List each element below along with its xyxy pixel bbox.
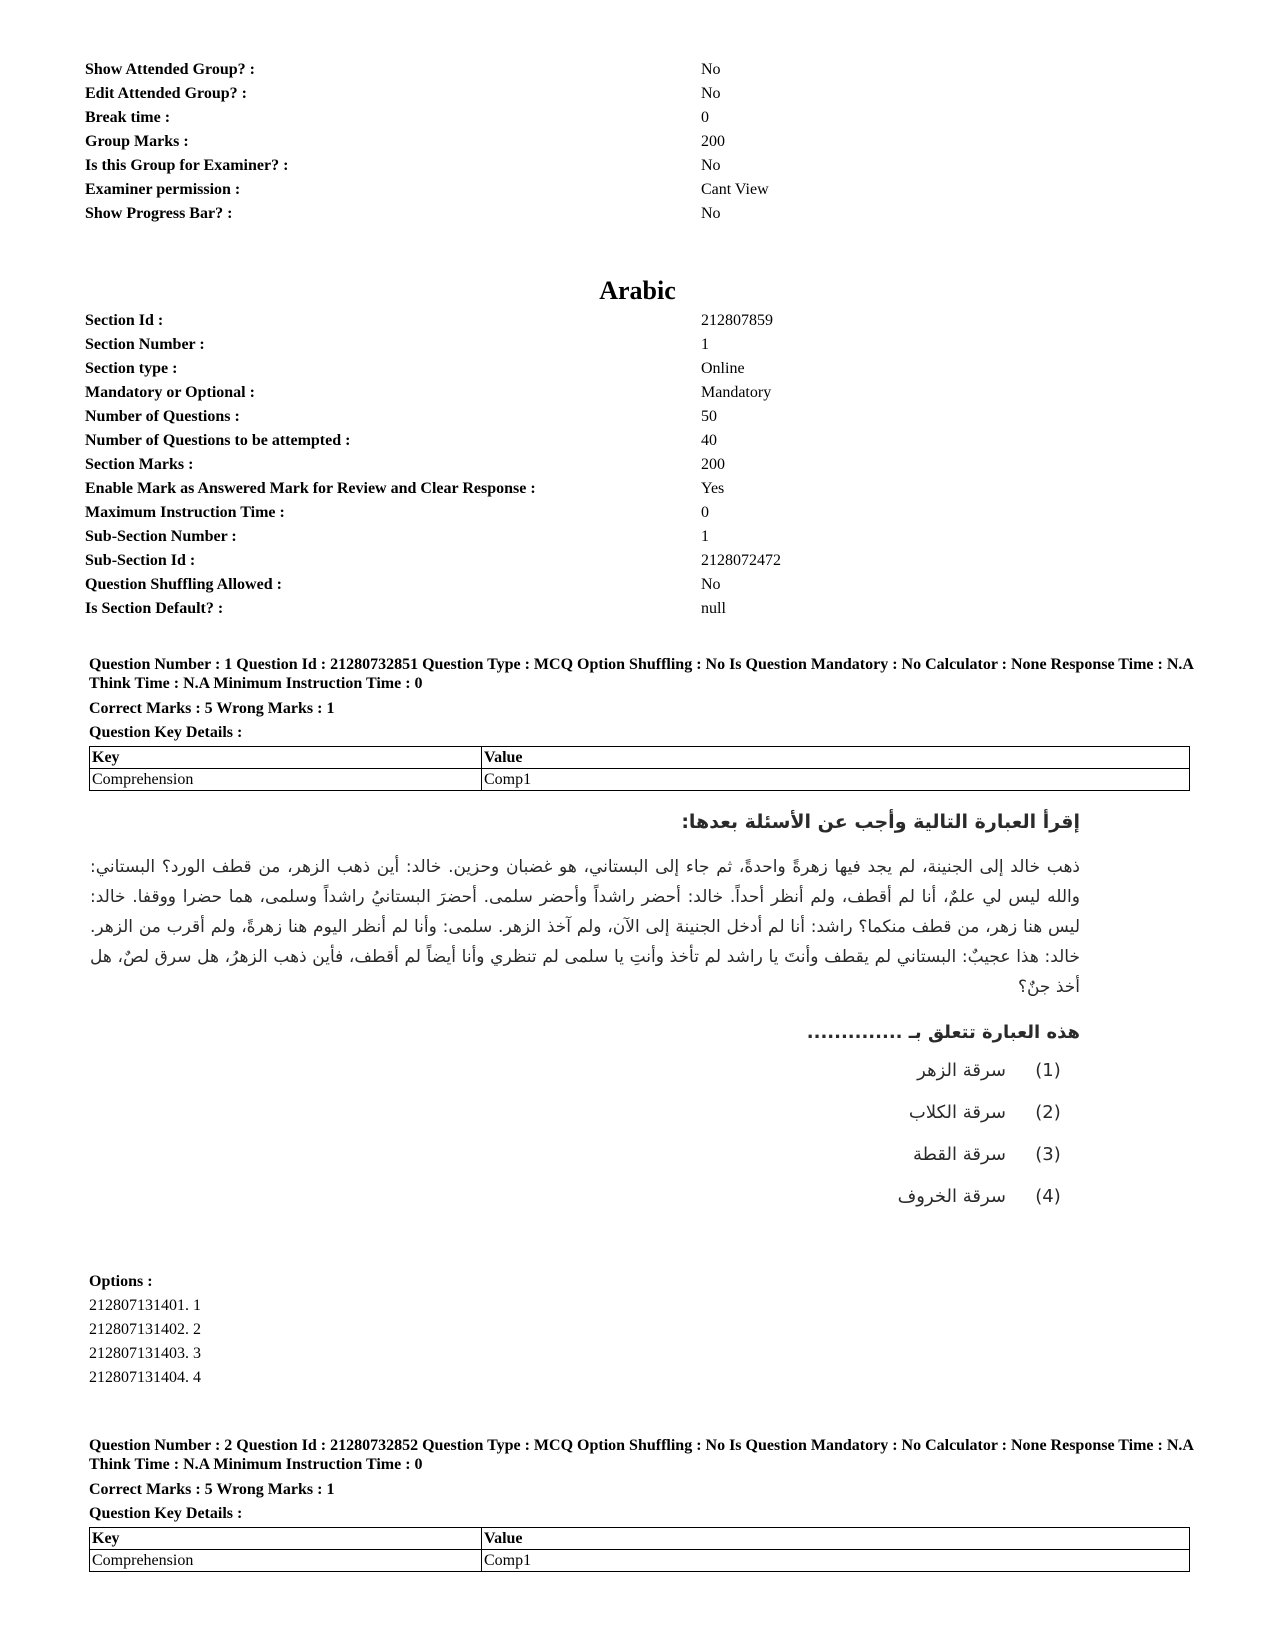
setting-label: Is this Group for Examiner? : (85, 157, 289, 174)
setting-label: Edit Attended Group? : (85, 85, 247, 102)
setting-value: 200 (701, 456, 725, 473)
setting-row (85, 178, 1190, 202)
arabic-option-text: سرقة الخروف (897, 1186, 1006, 1207)
arabic-option-number: (2) (1035, 1102, 1061, 1123)
setting-value: No (701, 576, 721, 593)
setting-value: No (701, 61, 721, 78)
arabic-option (90, 1092, 1080, 1134)
setting-label: Break time : (85, 109, 171, 126)
option-item: 212807131401. 1 (89, 1297, 201, 1314)
setting-row (85, 130, 1190, 154)
setting-label: Question Shuffling Allowed : (85, 576, 282, 593)
setting-row (85, 106, 1190, 130)
setting-value: No (701, 85, 721, 102)
setting-row (85, 202, 1190, 226)
setting-label: Is Section Default? : (85, 600, 224, 617)
setting-label: Section Number : (85, 336, 205, 353)
arabic-passage: ذهب خالد إلى الجنينة، لم يجد فيها زهرةً واحدةً، ثم جاء إلى البستاني، هو غضبان وحزين. خالد: أين ذهب الزهر، من قطف الورد؟ البستاني: والله ليس لي علمٌ، أنا لم أقطف، ولم أنظر أحداً. خالد: أحضر راشداً وأحضر سلمى. أحضرَ البستانيُ راشداً وسلمى، هما حضرا ووقفا. خالد: ليس هنا زهر، من قطف منكما؟ راشد: أنا لم أدخل الجنينة إلى الآن، ولم آخذ الزهر. سلمى: وأنا لم أنظر اليوم هنا زهرةً، ولم أقرب من الزهر. خالد: هذا عجيبٌ: البستاني لم يقطف وأنتَ يا راشد لم تأخذ وأنتِ يا سلمى لم تنظري وأنا أيضاً لم أقطف، فأين ذهب الزهرُ، هل سرق لصٌ، هل أخذ جنٌ؟ (90, 857, 1080, 997)
setting-row (85, 549, 1190, 573)
setting-label: Enable Mark as Answered Mark for Review and Clear Response : (85, 480, 536, 497)
option-item: 212807131403. 3 (89, 1345, 201, 1362)
setting-value: No (701, 157, 721, 174)
question-marks: Correct Marks : 5 Wrong Marks : 1 (89, 700, 335, 717)
setting-value: 1 (701, 336, 709, 353)
arabic-option-text: سرقة الكلاب (908, 1102, 1006, 1123)
setting-row (85, 82, 1190, 106)
arabic-option (90, 1134, 1080, 1176)
setting-row (85, 453, 1190, 477)
question-key-details-label: Question Key Details : (89, 1505, 243, 1522)
setting-value: Yes (701, 480, 725, 497)
table-cell-value: Comp1 (482, 769, 1190, 791)
table-header-value: Value (482, 747, 1190, 769)
table-header-key: Key (90, 1528, 482, 1550)
arabic-option-number: (1) (1035, 1060, 1061, 1081)
setting-label: Maximum Instruction Time : (85, 504, 285, 521)
group-settings (85, 58, 1190, 226)
setting-row (85, 58, 1190, 82)
setting-row (85, 573, 1190, 597)
arabic-question-image (90, 804, 1080, 1218)
table-cell-value: Comp1 (482, 1550, 1190, 1572)
table-cell-key: Comprehension (90, 769, 482, 791)
setting-value: 50 (701, 408, 717, 425)
question-block-1 (89, 655, 1194, 791)
table-header-row (90, 1528, 1190, 1550)
table-row (90, 1550, 1190, 1572)
setting-label: Mandatory or Optional : (85, 384, 255, 401)
setting-value: 0 (701, 109, 709, 126)
arabic-option-number: (4) (1035, 1186, 1061, 1207)
options-label: Options : (89, 1273, 153, 1290)
setting-value: Mandatory (701, 384, 772, 401)
question-key-table (89, 746, 1190, 791)
setting-row (85, 429, 1190, 453)
section-settings (85, 309, 1190, 621)
setting-label: Number of Questions to be attempted : (85, 432, 351, 449)
setting-value: Cant View (701, 181, 769, 198)
arabic-option (90, 1176, 1080, 1218)
arabic-option-text: سرقة الزهر (917, 1060, 1006, 1081)
question-marks: Correct Marks : 5 Wrong Marks : 1 (89, 1481, 335, 1498)
arabic-option-number: (3) (1035, 1144, 1061, 1165)
setting-value: 1 (701, 528, 709, 545)
arabic-instruction: إقرأ العبارة التالية وأجب عن الأسئلة بعدها: (681, 811, 1080, 833)
setting-label: Sub-Section Id : (85, 552, 196, 569)
arabic-option (90, 1050, 1080, 1092)
setting-row (85, 501, 1190, 525)
options-list (89, 1270, 201, 1390)
setting-label: Section Id : (85, 312, 164, 329)
setting-value: null (701, 600, 726, 617)
table-cell-key: Comprehension (90, 1550, 482, 1572)
setting-row (85, 405, 1190, 429)
setting-label: Examiner permission : (85, 181, 241, 198)
setting-value: 212807859 (701, 312, 773, 329)
setting-label: Number of Questions : (85, 408, 240, 425)
setting-row (85, 357, 1190, 381)
setting-value: 40 (701, 432, 717, 449)
setting-row (85, 154, 1190, 178)
setting-label: Show Attended Group? : (85, 61, 255, 78)
setting-row (85, 477, 1190, 501)
option-item: 212807131404. 4 (89, 1369, 201, 1386)
setting-row (85, 525, 1190, 549)
table-header-row (90, 747, 1190, 769)
section-title: Arabic (599, 276, 676, 305)
table-row (90, 769, 1190, 791)
table-header-value: Value (482, 1528, 1190, 1550)
arabic-question-stem: هذه العبارة تتعلق بـ .............. (806, 1022, 1080, 1043)
setting-value: Online (701, 360, 745, 377)
arabic-option-text: سرقة القطة (913, 1144, 1006, 1165)
question-block-2 (89, 1436, 1194, 1572)
question-header: Question Number : 2 Question Id : 21280732852 Question Type : MCQ Option Shuffling : No Is Question Mandatory : No Calculator : None Response Time : N.A Think Time : N.A Minimum Instruction Time : 0 (89, 1437, 1194, 1473)
setting-row (85, 381, 1190, 405)
setting-label: Section Marks : (85, 456, 194, 473)
question-key-details-label: Question Key Details : (89, 724, 243, 741)
setting-label: Sub-Section Number : (85, 528, 237, 545)
option-item: 212807131402. 2 (89, 1321, 201, 1338)
setting-label: Section type : (85, 360, 178, 377)
setting-row (85, 597, 1190, 621)
setting-value: No (701, 205, 721, 222)
setting-row (85, 309, 1190, 333)
setting-value: 0 (701, 504, 709, 521)
setting-label: Group Marks : (85, 133, 189, 150)
setting-value: 2128072472 (701, 552, 781, 569)
table-header-key: Key (90, 747, 482, 769)
question-header: Question Number : 1 Question Id : 21280732851 Question Type : MCQ Option Shuffling : No Is Question Mandatory : No Calculator : None Response Time : N.A Think Time : N.A Minimum Instruction Time : 0 (89, 656, 1194, 692)
setting-value: 200 (701, 133, 725, 150)
setting-row (85, 333, 1190, 357)
setting-label: Show Progress Bar? : (85, 205, 233, 222)
question-key-table (89, 1527, 1190, 1572)
